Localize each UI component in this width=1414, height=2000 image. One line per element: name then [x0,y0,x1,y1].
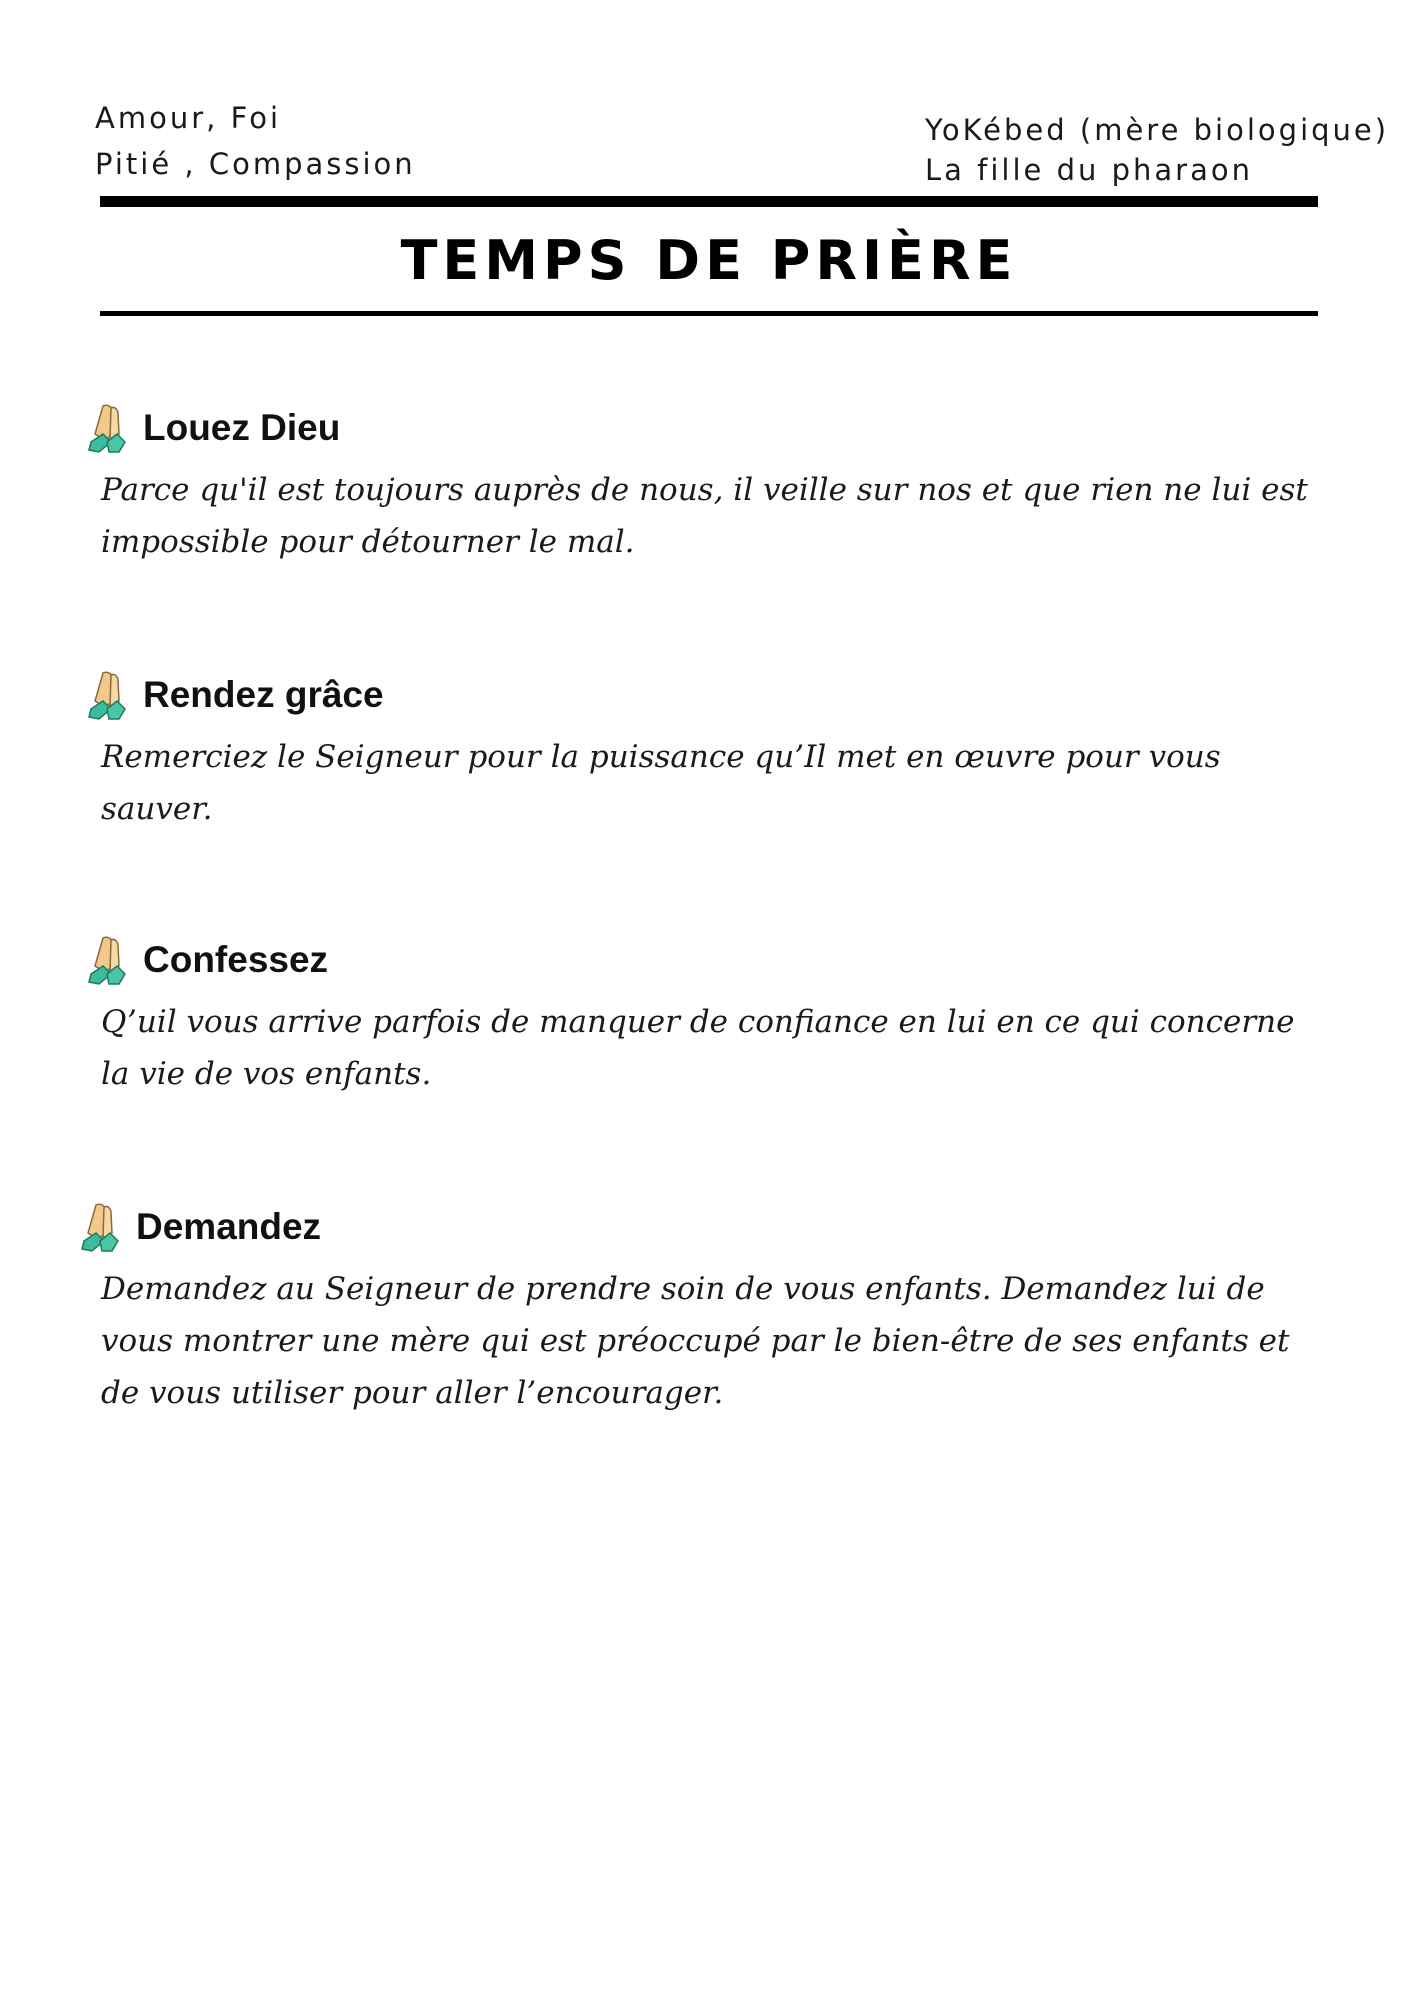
section-heading [85,932,1325,988]
header-tag-line: Amour, Foi [95,101,282,135]
section-heading-text: Louez Dieu [143,407,341,448]
section-heading [85,400,1325,456]
header-characters [925,110,1389,190]
section-heading-text: Confessez [143,939,329,980]
header-character-line: La fille du pharaon [925,153,1253,187]
section-heading [78,1199,1318,1255]
praying-hands-icon [85,402,131,454]
section-body: Remerciez le Seigneur pour la puissance qu’Il met en œuvre pour vous sauver. [101,739,1221,827]
prayer-section-praise [85,400,1325,568]
title-divider [100,311,1318,316]
prayer-section-confess [85,932,1325,1100]
section-body: Demandez au Seigneur de prendre soin de vous enfants. Demandez lui de vous montrer une mère qui est préoccupé par le bien-être de ses enfants et de vous utiliser pour aller l’encourager. [101,1271,1290,1411]
top-divider [100,196,1318,207]
section-heading [85,667,1325,723]
prayer-section-ask [78,1199,1318,1419]
header-tag-line: Pitié , Compassion [95,147,416,181]
section-heading-text: Rendez grâce [143,674,384,715]
praying-hands-icon [85,669,131,721]
page-title: TEMPS DE PRIÈRE [400,229,1018,292]
prayer-section-thanks [85,667,1325,835]
section-body: Parce qu'il est toujours auprès de nous, il veille sur nos et que rien ne lui est impossible pour détourner le mal. [101,472,1308,560]
header-tags [95,95,416,187]
header-character-line: YoKébed (mère biologique) [925,113,1390,147]
praying-hands-icon [85,934,131,986]
section-body: Q’uil vous arrive parfois de manquer de confiance en lui en ce qui concerne la vie de vos enfants. [101,1004,1295,1092]
praying-hands-icon [78,1201,124,1253]
section-heading-text: Demandez [136,1206,322,1247]
